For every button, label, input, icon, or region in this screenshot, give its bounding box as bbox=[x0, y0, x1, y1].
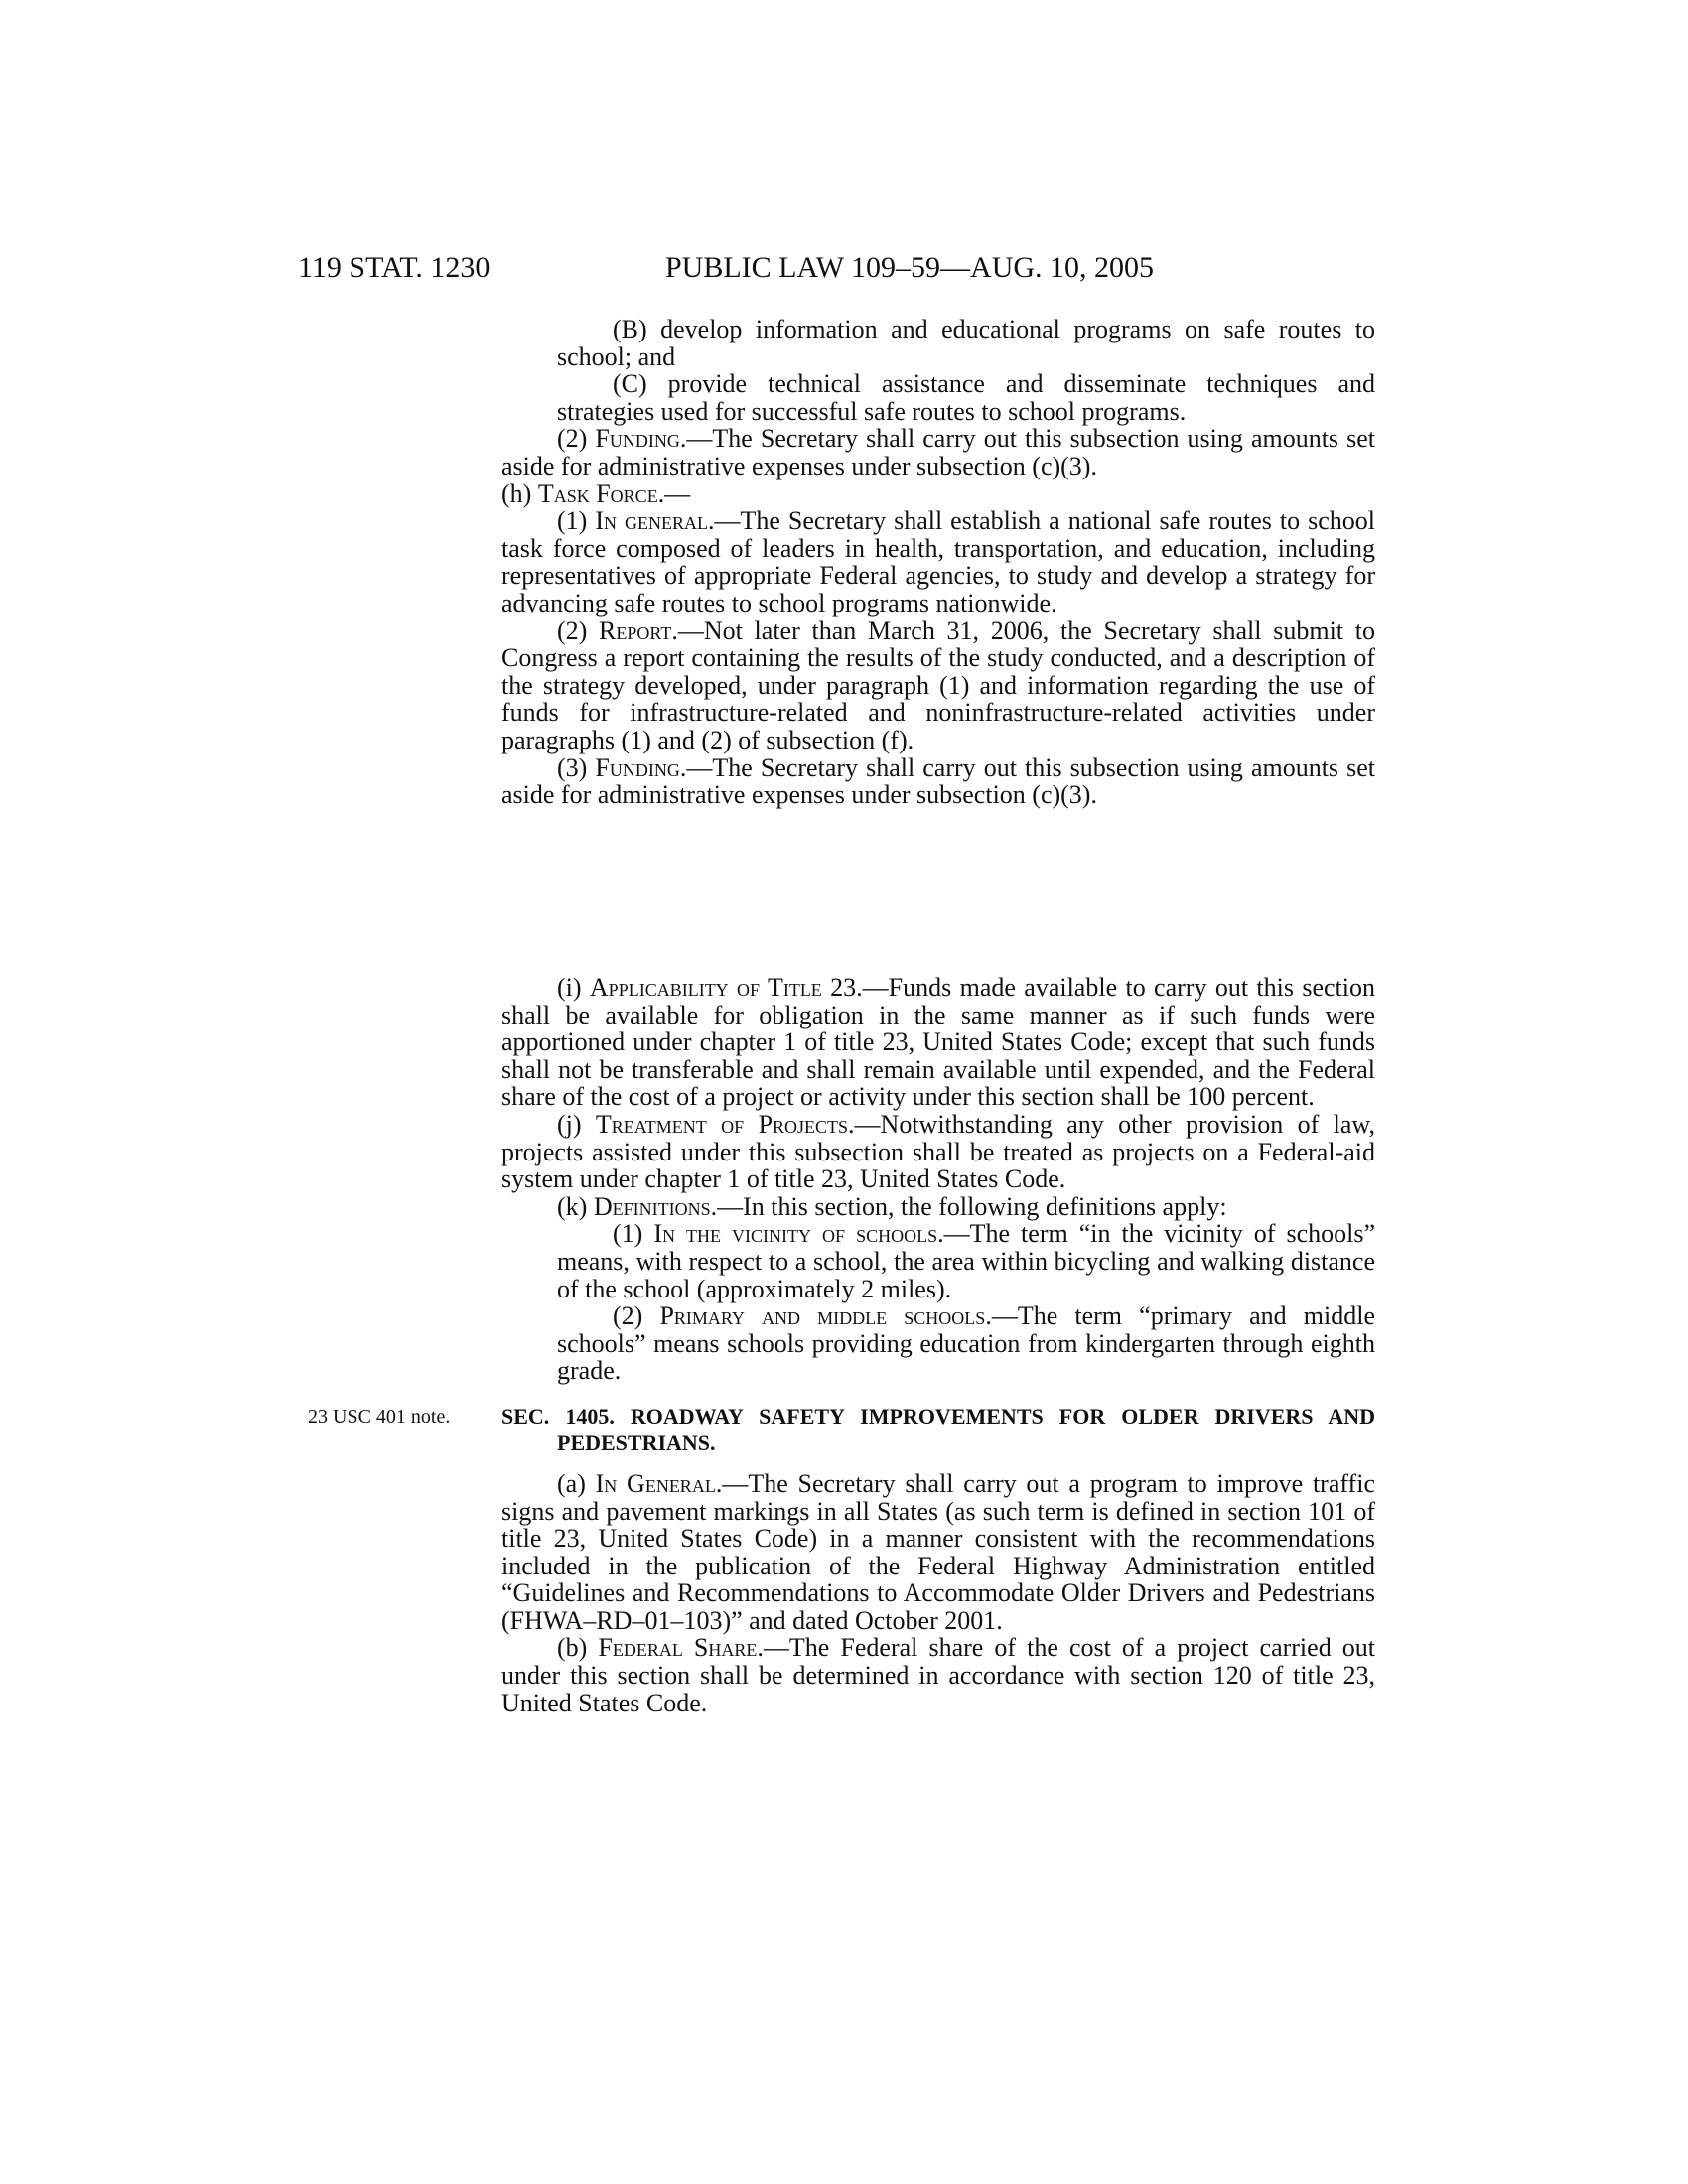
subsection-j: (j) Treatment of Projects.—Notwithstanding any other provision of law, projects assisted under this subsection shall be treated as projects on a Federal-aid system under chapter 1 of title 23, United States Code. bbox=[501, 1109, 1375, 1194]
subsection-i: (i) Applicability of Title 23.—Funds made available to carry out this section shall be available for obligation in the same manner as if such funds were apportioned under chapter 1 of title 23, United States Code; except that such funds shall not be transferable and shall remain available until expended, and the Federal share of the cost of a project or activity under this section shall be 100 percent. bbox=[501, 973, 1375, 1112]
running-head bbox=[298, 248, 1410, 288]
subsection-1405-b: (b) Federal Share.—The Federal share of the cost of a project carried out under this section shall be determined in accordance with section 120 of title 23, United States Code. bbox=[501, 1633, 1375, 1717]
paragraph-h3: (3) Funding.—The Secretary shall carry out this subsection using amounts set aside for administrative expenses under subsection (c)(3). bbox=[501, 752, 1376, 810]
stat-reference: 119 STAT. 1230 bbox=[298, 251, 491, 284]
subsection-h: (h) Task Force.— bbox=[501, 478, 691, 508]
margin-note: 23 USC 401 note. bbox=[308, 1405, 451, 1428]
paragraph-k2: (2) Primary and middle schools.—The term “primary and middle schools” means schools providing education from kindergarten through eighth grade. bbox=[557, 1301, 1375, 1386]
subsections-i-to-k bbox=[308, 973, 1375, 1717]
section-1405 bbox=[308, 1403, 1375, 1717]
section-heading: SEC. 1405. ROADWAY SAFETY IMPROVEMENTS FOR OLDER DRIVERS AND PEDESTRIANS. bbox=[501, 1403, 1375, 1455]
subsection-1405-a: (a) In General.—The Secretary shall carry out a program to improve traffic signs and pavement markings in all States (as such term is defined in section 101 of title 23, United States Code) in a manner consistent with the recommendations included in the publication of the Federal Highway Administration entitled “Guidelines and Recommendations to Accommodate Older Drivers and Pedestrians (FHWA–RD–01–103)” and dated October 2001. bbox=[501, 1468, 1375, 1635]
paragraph-g1B: (B) develop information and educational programs on safe routes to school; and bbox=[557, 315, 1375, 371]
paragraph-g1C: (C) provide technical assistance and disseminate techniques and strategies used for successful safe routes to school programs. bbox=[557, 369, 1375, 426]
paragraph-h2: (2) Report.—Not later than March 31, 2006, the Secretary shall submit to Congress a report containing the results of the study conducted, and a description of the strategy developed, under paragraph (1) and information regarding the use of funds for infrastructure-related and noninfrastructure-related activities under paragraphs (1) and (2) of subsection (f). bbox=[501, 615, 1375, 754]
paragraph-g2: (2) Funding.—The Secretary shall carry out this subsection using amounts set aside for administrative expenses under subsection (c)(3). bbox=[501, 424, 1376, 480]
paragraph-k1: (1) In the vicinity of schools.—The term “in the vicinity of schools” means, with respect to a school, the area within bicycling and walking distance of the school (approximately 2 miles). bbox=[557, 1219, 1375, 1303]
body-text bbox=[501, 316, 1375, 809]
public-law-reference: PUBLIC LAW 109–59—AUG. 10, 2005 bbox=[665, 251, 1155, 284]
paragraph-h1: (1) In general.—The Secretary shall establish a national safe routes to school task force composed of leaders in health, transportation, and education, including representatives of appropriate Federal agencies, to study and develop a strategy for advancing safe routes to school programs nationwide. bbox=[501, 506, 1375, 617]
subsection-k: (k) Definitions.—In this section, the following definitions apply: bbox=[557, 1191, 1227, 1221]
